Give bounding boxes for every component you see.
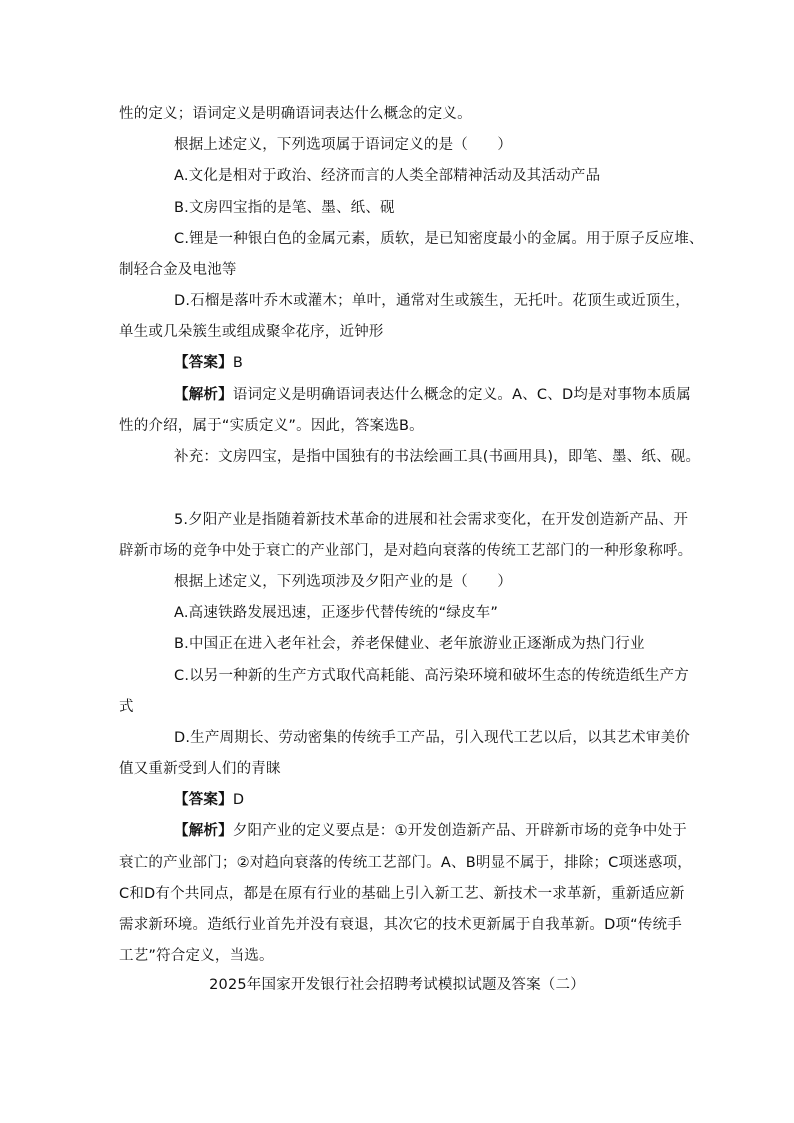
q4-answer <box>174 353 243 373</box>
q4-option-c-line2: 制轻合金及电池等 <box>119 262 237 278</box>
q4-option-a: A.文化是相对于政治、经济而言的人类全部精神活动及其活动产品 <box>174 168 601 184</box>
q5-analysis-line1 <box>174 821 687 841</box>
q4-analysis-text1: 语词定义是明确语词表达什么概念的定义。A、C、D均是对事物本质属 <box>232 387 691 403</box>
q4-analysis-line2: 性的介绍，属于“实质定义”。因此，答案选B。 <box>119 418 424 434</box>
footer-title: 2025年国家开发银行社会招聘考试模拟试题及答案（二） <box>209 977 585 993</box>
q5-analysis-line3: C和D有个共同点，都是在原有行业的基础上引入新工艺、新技术一求革新，重新适应新 <box>119 886 685 902</box>
q4-analysis-line1 <box>174 385 691 405</box>
q5-answer <box>174 790 244 810</box>
q5-analysis-line5: 工艺”符合定义，当选。 <box>119 948 274 964</box>
q4-option-b: B.文房四宝指的是笔、墨、纸、砚 <box>174 200 395 216</box>
q5-analysis-label: 【解析】 <box>174 823 233 839</box>
q5-analysis-line4: 需求新环境。造纸行业首先并没有衰退，其次它的技术更新属于自我革新。D项“传统手 <box>119 917 682 933</box>
q5-option-a: A.高速铁路发展迅速，正逐步代替传统的“绿皮车” <box>174 605 499 621</box>
q4-analysis-label: 【解析】 <box>174 387 233 403</box>
q4-option-c-line1: C.锂是一种银白色的金属元素，质软，是已知密度最小的金属。用于原子反应堆、 <box>174 231 704 247</box>
q5-answer-value: D <box>232 792 245 808</box>
q5-option-d-line2: 值又重新受到人们的青睐 <box>119 761 281 777</box>
q5-option-b: B.中国正在进入老年社会，养老保健业、老年旅游业正逐渐成为热门行业 <box>174 636 645 652</box>
q5-option-c-line2: 式 <box>119 699 134 715</box>
q5-analysis-text1: 夕阳产业的定义要点是：①开发创造新产品、开辟新市场的竞争中处于 <box>232 823 688 839</box>
q5-stem-line2: 辟新市场的竞争中处于衰亡的产业部门，是对趋向衰落的传统工艺部门的一种形象称呼。 <box>119 543 693 559</box>
q4-answer-value: B <box>232 355 243 371</box>
q5-analysis-line2: 衰亡的产业部门；②对趋向衰落的传统工艺部门。A、B明显不属于，排除；C项迷惑项， <box>119 855 692 871</box>
q4-option-d-line2: 单生或几朵簇生或组成聚伞花序，近钟形 <box>119 324 384 340</box>
q5-prompt: 根据上述定义，下列选项涉及夕阳产业的是（ ） <box>174 574 513 590</box>
q4-supplement: 补充：文房四宝，是指中国独有的书法绘画工具(书画用具)，即笔、墨、纸、砚。 <box>174 449 701 465</box>
q4-prompt: 根据上述定义，下列选项属于语词定义的是（ ） <box>174 137 513 153</box>
q5-option-d-line1: D.生产周期长、劳动密集的传统手工产品，引入现代工艺以后，以其艺术审美价 <box>174 730 690 746</box>
q5-option-c-line1: C.以另一种新的生产方式取代高耗能、高污染环境和破坏生态的传统造纸生产方 <box>174 668 689 684</box>
q5-stem-line1: 5.夕阳产业是指随着新技术革命的进展和社会需求变化，在开发创造新产品、开 <box>174 512 689 528</box>
q4-option-d-line1: D.石榴是落叶乔木或灌木；单叶，通常对生或簇生，无托叶。花顶生或近顶生， <box>174 293 690 309</box>
q4-definition-tail: 性的定义；语词定义是明确语词表达什么概念的定义。 <box>119 106 472 122</box>
q4-answer-label: 【答案】 <box>174 355 233 371</box>
q5-answer-label: 【答案】 <box>174 792 233 808</box>
